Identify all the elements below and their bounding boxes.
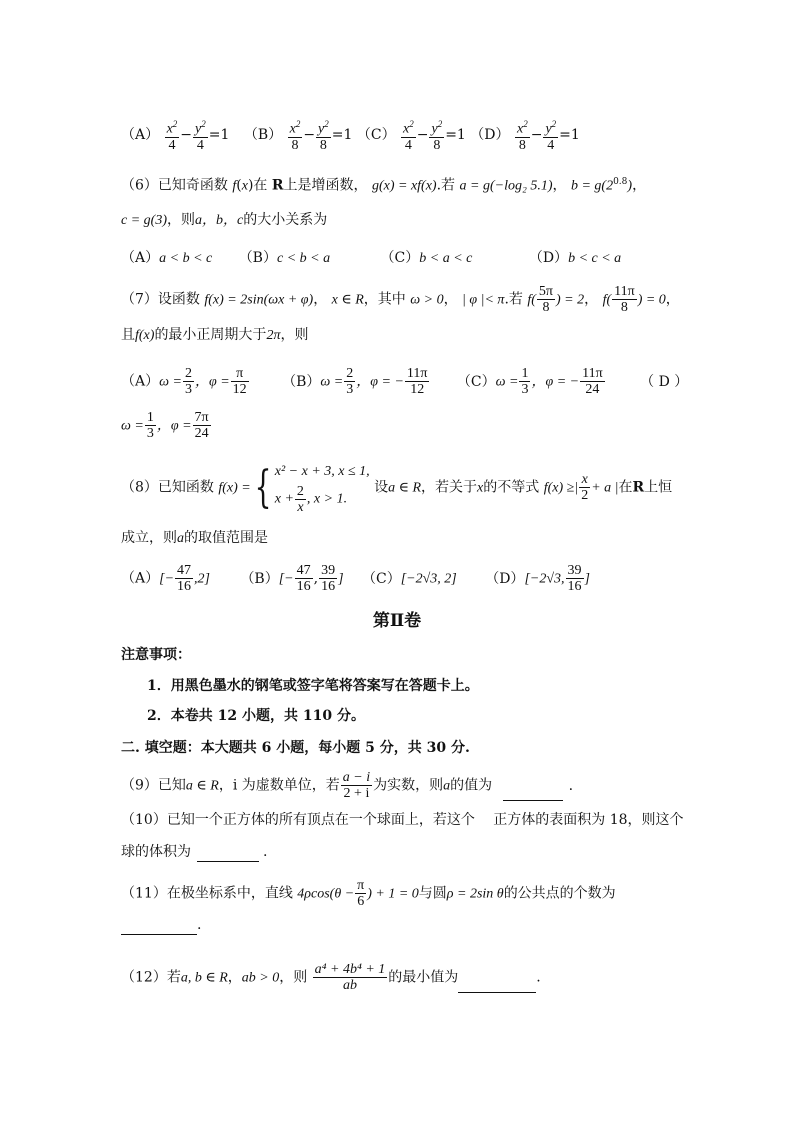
q8-ineq-den: 2 xyxy=(581,488,589,503)
q7-opt-d: （ D ） xyxy=(640,373,689,390)
q7-b-p: ，φ = − xyxy=(356,374,404,390)
q7-d-wn: 1 xyxy=(146,410,154,425)
q6-bdef: b = g(2 xyxy=(570,178,614,194)
q7-a-w: ω = xyxy=(159,374,182,390)
q12-text2: ， xyxy=(227,969,242,986)
q9-number: （9） xyxy=(121,777,158,794)
q8-text4: 的不等式 xyxy=(483,479,540,496)
q8-a-frac xyxy=(175,563,193,594)
q7-c-wn: 1 xyxy=(521,366,529,381)
q8-d2: ] xyxy=(584,571,590,587)
q7-c-pd: 24 xyxy=(585,382,600,397)
q10-answer-blank[interactable] xyxy=(197,847,259,862)
q8-c-math: [−2√3, 2] xyxy=(400,571,457,587)
q7-options xyxy=(121,366,688,397)
q7-phi: | φ |< π xyxy=(462,292,505,308)
q6-number: （6） xyxy=(121,177,158,194)
q7-a-pd: 12 xyxy=(232,382,247,397)
q8-ineq1: f(x) ≥| xyxy=(543,480,579,496)
q9-answer-blank[interactable] xyxy=(503,786,563,801)
q6-opt-c-math: b < a < c xyxy=(419,251,473,266)
q9-text4: 的值为 xyxy=(450,777,493,794)
q12-number: （12） xyxy=(121,969,167,986)
q8-ineq-num: x xyxy=(579,472,590,488)
q10-text2: 球的体积为 xyxy=(121,844,191,860)
q7-text1: 设函数 xyxy=(157,291,200,308)
q8-b1: [− xyxy=(278,571,294,587)
q8-fx: f(x) = xyxy=(218,480,251,496)
q12-frac xyxy=(313,962,388,993)
q8-line1 xyxy=(121,460,672,515)
q7-f2b: ) = 0 xyxy=(637,292,666,308)
q7-text3: ，其中 xyxy=(363,291,406,308)
q5-a-frac2: $\frac{y^2}{4}$ xyxy=(195,119,206,153)
q8-l2v: a xyxy=(177,531,184,546)
q7-f1-frac xyxy=(537,284,555,315)
q6-opt-d-math: b < c < a xyxy=(568,251,622,266)
q11-answer-blank[interactable] xyxy=(121,920,197,935)
q9-text3: 为实数，则 xyxy=(373,777,444,794)
q5-b-frac1: $\frac{x^2}{8}$ xyxy=(289,119,301,153)
q11-text3: 的公共点的个数为 xyxy=(503,885,616,902)
q9-frac xyxy=(341,770,372,801)
q7-f1-num: 5π xyxy=(538,284,553,299)
q8-cases xyxy=(275,460,370,515)
notice-item-1: 1．用黑色墨水的钢笔或签字笔将答案写在答题卡上。 xyxy=(147,678,479,694)
q5-opt-b-label: （B） xyxy=(243,126,283,143)
q8-d1: [−2√3, xyxy=(524,571,565,587)
q8-ineq2: + a | xyxy=(591,480,619,496)
q11-pi-num: π xyxy=(357,878,365,893)
q10-line1 xyxy=(121,810,684,830)
q7-number: （7） xyxy=(121,291,158,308)
q9-ar: a ∈ R xyxy=(185,778,219,794)
q9-den: 2 + i xyxy=(343,786,370,801)
q6-text: 已知奇函数 xyxy=(157,177,228,194)
q6-line2-text: ，则 xyxy=(167,212,195,228)
q9-a: a xyxy=(443,778,451,794)
q7-d-wfrac xyxy=(145,410,156,441)
q8-d-frac xyxy=(566,563,584,594)
q8-d-den: 16 xyxy=(567,579,582,594)
q7-d-pfrac xyxy=(193,410,211,441)
q5-a-frac1: $\frac{x^2}{4}$ xyxy=(166,119,178,153)
q8-case2-frac xyxy=(295,484,306,515)
q8-d-num: 39 xyxy=(567,563,582,578)
q8-a-den: 16 xyxy=(177,579,192,594)
q7-xr: x ∈ R xyxy=(331,292,364,308)
q5-c-frac2: $\frac{y^2}{8}$ xyxy=(431,119,443,153)
q8-text6: 上恒 xyxy=(644,479,673,496)
q8-case2a: x + xyxy=(274,491,294,507)
q8-options xyxy=(121,563,590,594)
q6-text4: .若 xyxy=(436,177,456,194)
q8-b-num1: 47 xyxy=(296,563,311,578)
q7-l2b: 的最小正周期大于 xyxy=(154,327,267,343)
q5-d-eq: =1 xyxy=(559,126,580,143)
q12-num: a⁴ + 4b⁴ + 1 xyxy=(314,962,386,977)
q11-line1 xyxy=(121,878,616,909)
q5-b-frac2: $\frac{y^2}{8}$ xyxy=(318,119,329,153)
q5-opt-a-label: （A） xyxy=(121,126,160,143)
q11-text2: 与圆 xyxy=(418,885,447,902)
q6-opt-b: （B） xyxy=(238,250,277,266)
q7-d-w: ω = xyxy=(121,418,144,434)
q8-number: （8） xyxy=(121,479,158,496)
q6-fx: f xyxy=(232,178,237,194)
q7-d-wd: 3 xyxy=(146,426,154,441)
q5-d-frac1: $\frac{x^2}{8}$ xyxy=(516,119,528,153)
q6-opt-a: （A） xyxy=(121,250,160,266)
q7-f2a: f( xyxy=(602,292,612,308)
q5-c-eq: =1 xyxy=(445,126,466,143)
q11-text1: 在极坐标系中，直线 xyxy=(166,885,293,902)
q11-l2: ) + 1 = 0 xyxy=(367,886,419,902)
q12-ab: ab > 0 xyxy=(241,970,280,986)
q7-b-pn: 11π xyxy=(406,366,428,381)
q6-bexp: 0.8 xyxy=(613,177,628,187)
q7-a-pfrac xyxy=(231,366,249,397)
q7-d-p: ，φ = xyxy=(156,418,192,434)
q7-a-pn: π xyxy=(231,366,249,382)
q11-circle: ρ = 2sin θ xyxy=(446,886,504,902)
q7-b-w: ω = xyxy=(320,374,344,390)
q5-a-eq: =1 xyxy=(208,126,230,143)
q8-opt-b: （B） xyxy=(240,570,279,587)
q9-line xyxy=(121,770,573,801)
q6-comma2: ， xyxy=(632,177,647,194)
q9-end: . xyxy=(568,777,574,794)
q6-opt-b-math: c < b < a xyxy=(276,251,331,266)
q11-frac xyxy=(355,878,366,909)
q7-text7: ， xyxy=(665,291,680,308)
q8-opt-a: （A） xyxy=(121,570,160,587)
q7-b-pd: 12 xyxy=(410,382,425,397)
q7-f2-frac xyxy=(612,284,637,315)
q6-opt-a-math: a < b < c xyxy=(159,251,213,266)
q7-opt-c: （C） xyxy=(456,373,496,390)
q7-c-pfrac xyxy=(580,366,605,397)
q8-case2-num: 2 xyxy=(296,484,304,499)
q12-den: ab xyxy=(342,978,357,993)
q8-text3: ，若关于 xyxy=(421,479,478,496)
q6-adef: a = g(−log₂ 5.1) xyxy=(459,178,553,194)
q6-gdef: g(x) = xf(x) xyxy=(371,178,437,194)
notice-item-2: 2．本卷共 12 小题，共 110 分。 xyxy=(147,708,365,724)
q11-pi-den: 6 xyxy=(357,894,365,909)
q8-a2: ,2] xyxy=(194,571,210,587)
q8-text2: 设 xyxy=(374,479,389,496)
q12-abr: a, b ∈ R xyxy=(180,970,228,986)
q5-opt-c-label: （C） xyxy=(356,126,396,143)
q10-line2 xyxy=(121,842,267,862)
q11-number: （11） xyxy=(121,885,167,902)
q7-f2-num: 11π xyxy=(614,284,635,299)
q6-cdef: c = g(3) xyxy=(121,213,167,228)
q11-line2 xyxy=(121,915,201,935)
q7-f1-den: 8 xyxy=(542,300,550,315)
q7-opt-a: （A） xyxy=(121,373,160,390)
q7-c-wd: 3 xyxy=(521,382,529,397)
q6-opt-c: （C） xyxy=(380,250,420,266)
q7-b-pfrac xyxy=(405,366,430,397)
notice-heading: 注意事项： xyxy=(121,647,191,663)
q8-ar: a ∈ R xyxy=(388,480,422,496)
q7-line1 xyxy=(121,284,680,315)
part2-heading: 二. 填空题：本大题共 6 小题，每小题 5 分，共 30 分. xyxy=(121,740,470,756)
q7-text4: ， xyxy=(443,291,458,308)
q6-R: R xyxy=(271,177,284,194)
q5-d-frac2: $\frac{y^2}{4}$ xyxy=(545,119,557,153)
q10-text1: 已知一个正方体的所有顶点在一个球面上，若这个 正方体的表面积为 18，则这个 xyxy=(166,812,684,828)
q8-a1: [− xyxy=(159,571,175,587)
q7-l2c: 2π xyxy=(266,328,281,343)
q8-case2b: , x > 1. xyxy=(306,491,348,507)
q7-c-p: ，φ = − xyxy=(531,374,580,390)
q7-f1b: ) = 2 xyxy=(556,292,585,308)
q5-c-frac1: $\frac{x^2}{4}$ xyxy=(403,119,414,153)
q8-l2b: 的取值范围是 xyxy=(184,530,268,546)
q6-line2 xyxy=(121,210,327,231)
q8-l2a: 成立，则 xyxy=(121,530,177,546)
q9-text1: 已知 xyxy=(157,777,186,794)
q7-a-p: ，φ = xyxy=(194,374,230,390)
q10-end: . xyxy=(263,844,268,860)
q7-text2: ， xyxy=(313,291,328,308)
q12-end: . xyxy=(536,969,541,986)
q7-d-pn: 7π xyxy=(194,410,209,425)
q10-number: （10） xyxy=(121,812,167,828)
q5-options: （A） $\frac{x^2}{4}$ − $\frac{y^2}{4}$ =1 （B） $\frac{x^2}{8}$ − $\frac{y^2}{8}$ =1 （C） $\frac{x^2}{4}$ − $\frac{y^2}{8}$ =1 （D） $\frac{x^2}{8}$ − $\frac{y^2}{4}$ =1 xyxy=(121,119,580,153)
q8-b2: ] xyxy=(338,571,344,587)
q7-a-wfrac xyxy=(183,366,194,397)
q6-comma: ， xyxy=(552,177,567,194)
q7-fdef: f(x) = 2sin(ωx + φ) xyxy=(204,292,314,308)
q8-ineq-frac xyxy=(579,472,590,503)
q8-text5: 在 xyxy=(618,479,633,496)
q7-l2a: 且 xyxy=(121,327,135,343)
q8-b-den1: 16 xyxy=(296,579,311,594)
q6-opt-d: （D） xyxy=(528,250,569,266)
q6-line1: （6）已知奇函数 f(x)在 R上是增函数， g(x) = xf(x).若 a = g(−log₂ 5.1)， $b = g(2^{0.8})$， xyxy=(121,177,647,194)
q8-opt-c: （C） xyxy=(362,570,401,587)
q12-line xyxy=(121,962,541,993)
q6-text2: 在 xyxy=(253,177,268,194)
q12-text4: 的最小值为 xyxy=(388,969,459,986)
q8-b-den2: 16 xyxy=(321,579,336,594)
q8-R: R xyxy=(632,479,645,496)
q8-a-num: 47 xyxy=(177,563,192,578)
q7-c-wfrac xyxy=(519,366,530,397)
q8-line2 xyxy=(121,528,268,549)
q9-num: a − i xyxy=(342,770,371,785)
q12-text3: ，则 xyxy=(279,969,308,986)
q8-brace: { xyxy=(254,461,272,513)
q12-text1: 若 xyxy=(166,969,181,986)
q7-text5: .若 xyxy=(504,291,523,308)
q7-f1a: f( xyxy=(527,292,536,308)
q9-text2: ，i 为虚数单位，若 xyxy=(218,777,340,794)
q12-answer-blank[interactable] xyxy=(458,978,536,993)
q8-opt-d: （D） xyxy=(485,570,525,587)
q7-b-wd: 3 xyxy=(346,382,354,397)
q8-text1: 已知函数 xyxy=(157,479,214,496)
q7-b-wfrac xyxy=(344,366,355,397)
q7-d-pd: 24 xyxy=(194,426,209,441)
q7-a-wd: 3 xyxy=(184,382,192,397)
q8-b-frac2 xyxy=(319,563,337,594)
q11-end: . xyxy=(197,917,202,933)
q8-b-num2: 39 xyxy=(321,563,336,578)
q8-case2-den: x xyxy=(297,500,304,515)
q6-line2-end: 的大小关系为 xyxy=(243,212,328,228)
q11-l1: 4ρcos(θ − xyxy=(297,886,355,902)
q7-l2f: f(x) xyxy=(135,328,155,343)
q8-case1: x² − x + 3, x ≤ 1, xyxy=(274,464,370,479)
q7-line2 xyxy=(121,325,308,346)
q7-option-d-line xyxy=(121,410,212,441)
section-title: 第Ⅱ卷 xyxy=(372,611,422,631)
q6-text3: 上是增函数， xyxy=(283,177,368,194)
q7-b-wn: 2 xyxy=(346,366,354,381)
q5-opt-d-label: （D） xyxy=(470,126,510,143)
q7-a-wn: 2 xyxy=(184,366,192,381)
q7-omega: ω > 0 xyxy=(410,292,444,308)
q8-b-frac1 xyxy=(295,563,313,594)
q7-opt-b: （B） xyxy=(282,373,321,390)
q7-l2d: ，则 xyxy=(280,327,309,343)
q7-c-pn: 11π xyxy=(582,366,603,381)
q7-c-w: ω = xyxy=(495,374,519,390)
q8-b-comma: , xyxy=(313,570,319,587)
q6-options xyxy=(121,248,621,269)
q7-f2-den: 8 xyxy=(620,300,628,315)
q5-b-eq: =1 xyxy=(331,126,353,143)
q6-bclose: ) xyxy=(627,178,633,194)
q7-text6: ， xyxy=(584,291,599,308)
q6-vars: a，b，c xyxy=(195,213,244,228)
q8-x: x xyxy=(477,480,484,496)
